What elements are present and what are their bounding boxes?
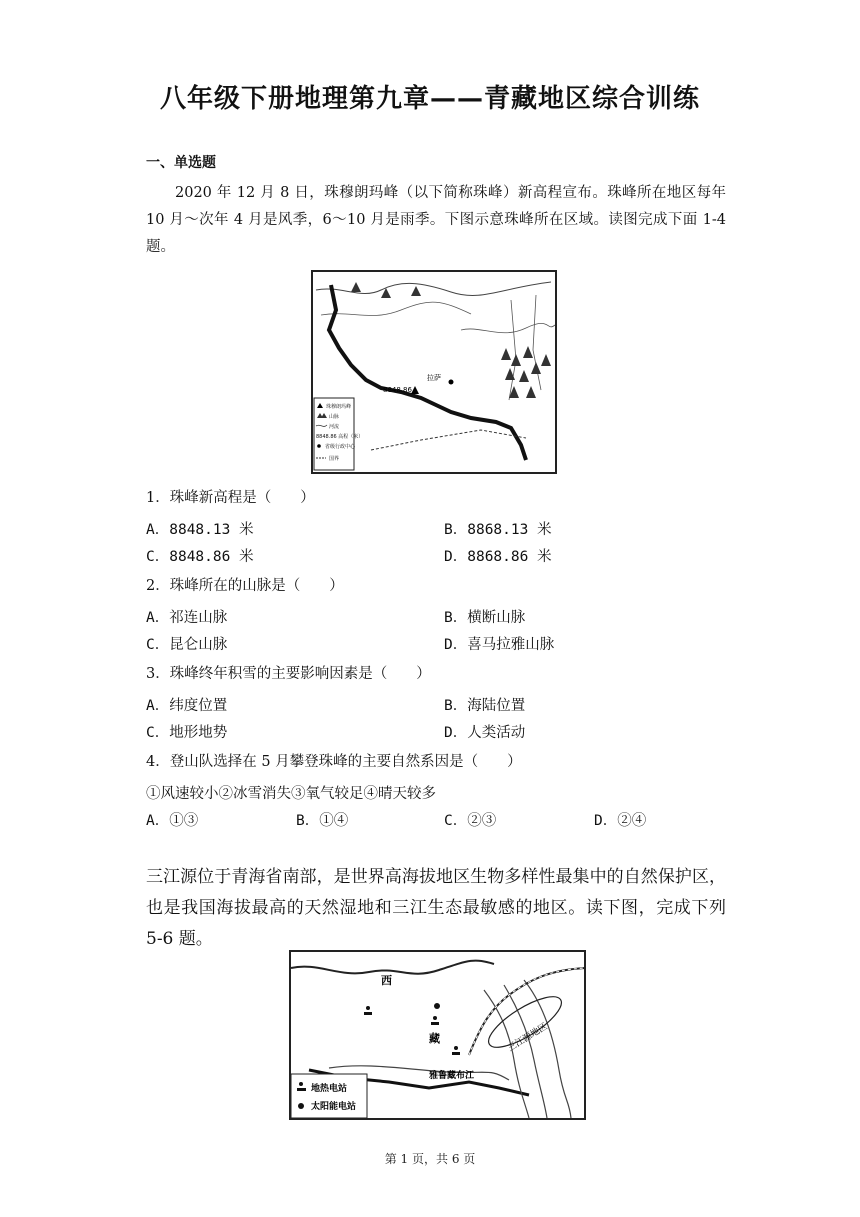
map2-xi-label: 西	[381, 974, 392, 987]
question-1-option-a: A．8848.13 米	[146, 522, 254, 538]
map1-legend-item: 省级行政中心	[325, 444, 356, 450]
intro-paragraph-2: 三江源位于青海省南部，是世界高海拔地区生物多样性最集中的自然保护区，也是我国海拔最高的天然湿地和三江生态最敏感的地区。读下图，完成下列 5-6 题。	[146, 867, 726, 949]
map1-legend-item: 珠穆朗玛峰	[326, 404, 352, 410]
question-1-option-c: C．8848.86 米	[146, 549, 254, 565]
map2-legend-solar: 太阳能电站	[311, 1102, 357, 1112]
map1-lhasa-label: 拉萨	[427, 374, 441, 382]
map1-legend-item: 山脉	[329, 414, 340, 420]
solar-station-icon	[434, 1003, 440, 1009]
map1-height-label: 8848.86	[383, 386, 412, 394]
solar-legend-icon	[298, 1103, 304, 1109]
question-1-option-d: D．8868.86 米	[444, 549, 552, 565]
question-4-option-a: A．①③	[146, 813, 199, 829]
map2-zang-label: 藏	[429, 1032, 440, 1045]
question-3-option-b: B．海陆位置	[444, 698, 526, 714]
question-4-option-c: C．②③	[444, 813, 497, 829]
question-2-option-b: B．横断山脉	[444, 610, 526, 626]
question-2-option-c: C．昆仑山脉	[146, 637, 228, 653]
question-3-option-a: A．纬度位置	[146, 698, 228, 714]
question-1-option-b: B．8868.13 米	[444, 522, 552, 538]
page-title: 八年级下册地理第九章——青藏地区综合训练	[159, 84, 700, 114]
question-2-option-a: A．祁连山脉	[146, 610, 228, 626]
map-tibet-power-stations	[289, 950, 586, 1120]
map-everest-region	[311, 270, 557, 474]
question-2-stem: 2．珠峰所在的山脉是（ ）	[146, 578, 344, 594]
page-footer: 第 1 页，共 6 页	[384, 1152, 476, 1166]
question-4-substatement: ①风速较小②冰雪消失③氧气较足④晴天较多	[146, 786, 436, 802]
map1-legend-item: 国界	[329, 456, 340, 462]
question-2-option-d: D．喜马拉雅山脉	[444, 637, 555, 653]
map2-sanjiang-label: 三江源地区	[506, 1021, 550, 1055]
intro-paragraph-1: 2020 年 12 月 8 日，珠穆朗玛峰（以下简称珠峰）新高程宣布。珠峰所在地区每年 10 月～次年 4 月是风季，6～10 月是雨季。下图示意珠峰所在区域。读图完成下面 1-4 题。	[146, 185, 726, 255]
question-3-stem: 3．珠峰终年积雪的主要影响因素是（ ）	[146, 666, 431, 682]
section-heading: 一、单选题	[146, 155, 216, 171]
question-4-option-b: B．①④	[296, 813, 349, 829]
map2-river-label: 雅鲁藏布江	[429, 1071, 475, 1081]
map1-legend-item: 8848.86 高程（米）	[316, 434, 364, 440]
question-1-stem: 1．珠峰新高程是（ ）	[146, 490, 315, 506]
map2-legend-geo: 地热电站	[311, 1084, 348, 1094]
question-3-option-d: D．人类活动	[444, 725, 526, 741]
map1-legend-item: 河流	[329, 424, 340, 430]
question-4-stem: 4．登山队选择在 5 月攀登珠峰的主要自然系因是（ ）	[146, 754, 522, 770]
question-3-option-c: C．地形地势	[146, 725, 228, 741]
question-4-option-d: D．②④	[594, 813, 647, 829]
